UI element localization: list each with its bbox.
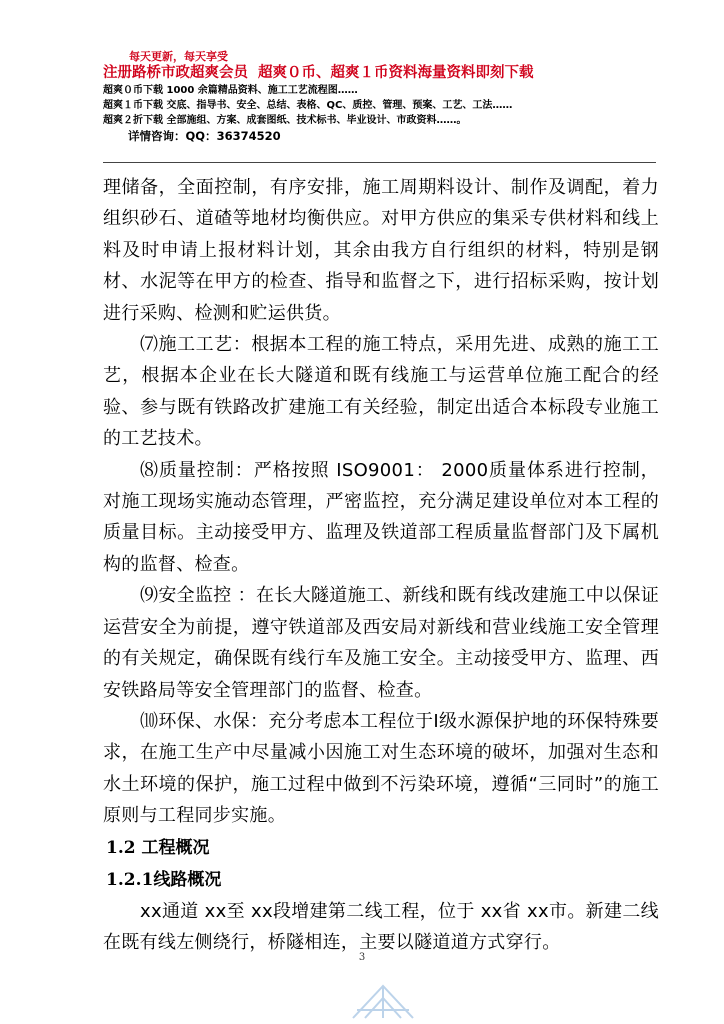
header-tagline: 每天更新，每天享受 <box>129 50 228 63</box>
paragraph-materials: 理储备，全面控制，有序安排，施工周期料设计、制作及调配，着力组织砂石、道碴等地材均衡供应。对甲方供应的集采专供材料和线上料及时申请上报材料计划，其余由我方自行组织的材料，特别是钢材、水泥等在甲方的检查、指导和监督之下，进行招标采购，按计划进行采购、检测和贮运供货。 <box>103 177 659 324</box>
watermark-logo-icon <box>343 980 423 1020</box>
paragraph-route-overview: xx通道 xx至 xx段增建第二线工程，位于 xx省 xx市。新建二线在既有线左侧绕行，桥隧相连，主要以隧道道方式穿行。 <box>103 900 659 953</box>
promo-header <box>103 50 663 144</box>
header-divider <box>103 162 656 163</box>
paragraph-safety-monitoring: ⑼安全监控 ：在长大隧道施工、新线和既有线改建施工中以保证运营安全为前提，遵守铁道部及西安局对新线和营业线施工安全管理的有关规定，确保既有线行车及施工安全。主动接受甲方、监理、西安铁路局等安全管理部门的监督、检查。 <box>103 585 659 701</box>
page-number: 3 <box>358 952 366 963</box>
section-heading-1-2: 1.2 工程概况 <box>106 837 210 858</box>
paragraph-construction-process: ⑺施工工艺：根据本工程的施工特点，采用先进、成熟的施工工艺，根据本企业在长大隧道和既有线施工与运营单位施工配合的经验、参与既有铁路改扩建施工有关经验，制定出适合本标段专业施工的工艺技术。 <box>103 334 659 450</box>
header-title-right: 超爽０币、超爽１币资料海量资料即刻下载 <box>258 65 534 81</box>
header-line-2: 超爽１币下载 交底、指导书、安全、总结、表格、QC、质控、管理、预案、工艺、工法…… <box>103 100 513 111</box>
header-line-1: 超爽０币下载 1000 余篇精品资料、施工工艺流程图…… <box>103 85 358 96</box>
header-contact <box>128 128 663 144</box>
document-body <box>103 172 659 958</box>
header-title-left: 注册路桥市政超爽会员 <box>103 65 248 81</box>
header-line-3: 超爽２折下载 全部施组、方案、成套图纸、技术标书、毕业设计、市政资料……。 <box>103 115 467 126</box>
contact-qq: 36374520 <box>216 129 281 143</box>
paragraph-environmental: ⑽环保、水保：充分考虑本工程位于Ⅰ级水源保护地的环保特殊要求，在施工生产中尽量减小因施工对生态环境的破坏，加强对生态和水土环境的保护，施工过程中做到不污染环境，遵循“三同时”的施工原则与工程同步实施。 <box>103 710 659 827</box>
contact-label: 详情咨询：QQ： <box>128 129 217 143</box>
section-heading-1-2-1: 1.2.1线路概况 <box>106 869 222 890</box>
header-title <box>103 64 663 83</box>
paragraph-quality-control: ⑻质量控制：严格按照 ISO9001： 2000质量体系进行控制，对施工现场实施动态管理，严密监控，充分满足建设单位对本工程的质量目标。主动接受甲方、监理及铁道部工程质量监督部门及下属机构的监督、检查。 <box>103 459 659 575</box>
